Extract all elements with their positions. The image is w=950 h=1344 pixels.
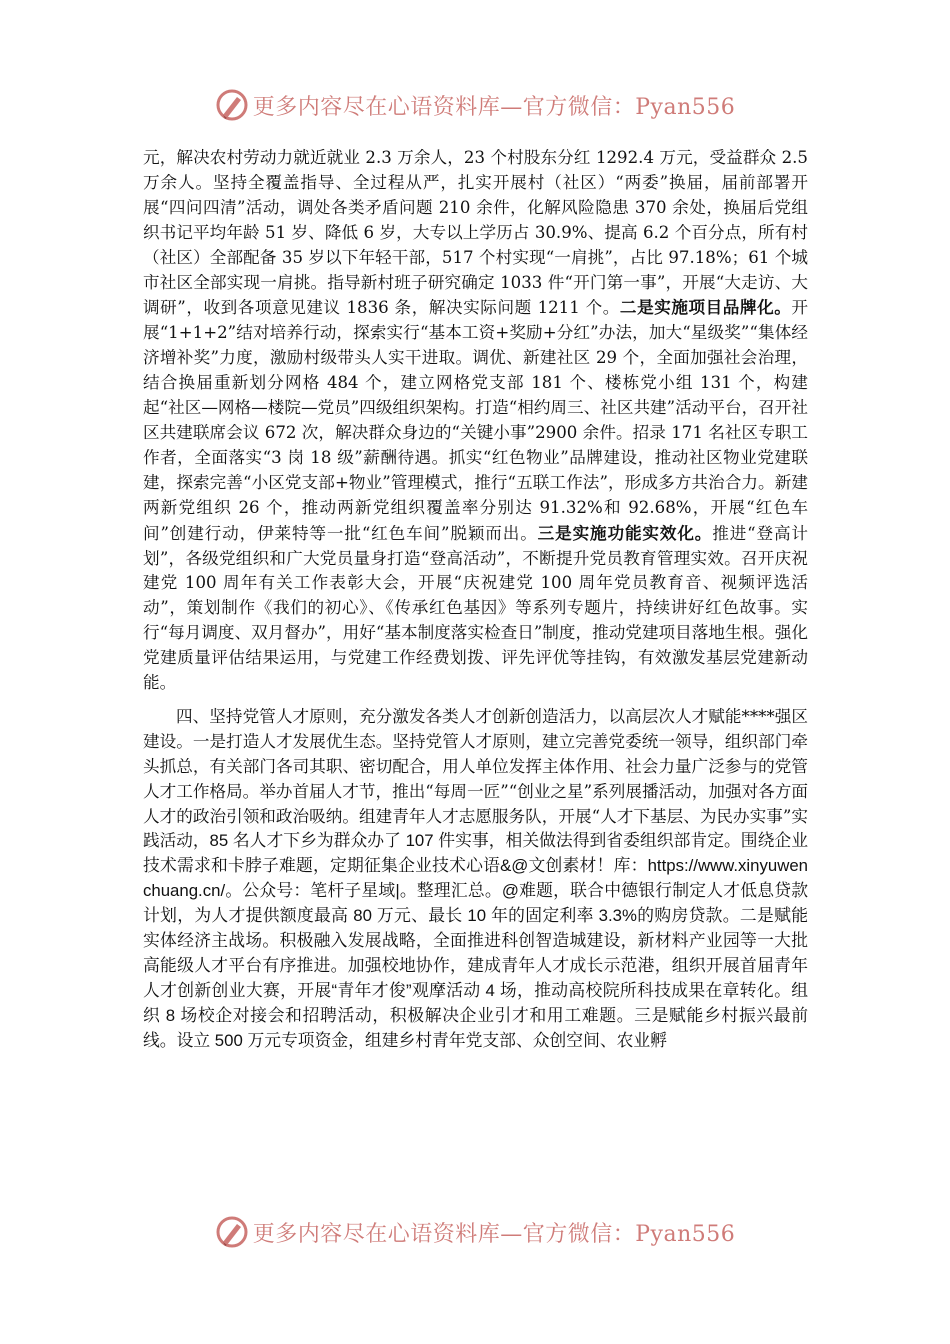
paragraph-text-sans: 85 名人才下乡为群众办了 107 件实事，相关做法得到省委组织部肯定。围绕企业技术需求和卡脖子难题，定期征集企业技术心语&@文创素材！库：https://www.xinyuwenchuang.cn/。公众号：笔杆子星域|。整理汇总。@难题，联合中德银行制定人才低息贷款计划，为人才提供额度最高 80 万元、最长 10 年的固定利率 3.3%的购房贷款。二是赋能实体经济主战场。积极融入发展战略，全面推进科创智造城建设，新材料产业园等一大批高能级人才平台有序推进。加强校地协作，建成青年人才成长示范港，组织开展首届青年人才创新创业大赛，开展“青年才俊”观摩活动 4 场，推动高校院所科技成果在章转化。组织 8 场校企对接会和招聘活动，积极解决企业引才和用工难题。三是赋能乡村振兴最前线。设立 500 万元专项资金，组建乡村青年党支部、众创空间、农业孵	[143, 831, 809, 1050]
pen-logo-icon	[215, 1215, 249, 1249]
body-paragraph	[143, 705, 808, 1054]
paragraph-text: 推进“登高计划”，各级党组织和广大党员量身打造“登高活动”，不断提升党员教育管理实效。召开庆祝建党 100 周年有关工作表彰大会，开展“庆祝建党 100 周年党员教育音、视频评选活动”，策划制作《我们的初心》、《传承红色基因》等系列专题片，持续讲好红色故事。实行“每月调度、双月督办”，用好“基本制度落实检查日”制度，推动党建项目落地生根。强化党建质量评估结果运用，与党建工作经费划拨、评先评优等挂钩，有效激发基层党建新动能。	[143, 523, 809, 693]
paragraph-text: 元，解决农村劳动力就近就业 2.3 万余人，23 个村股东分红 1292.4 万元，受益群众 2.5 万余人。坚持全覆盖指导、全过程从严，扎实开展村（社区）“两委”换届，届前部署开展“四问四清”活动，调处各类矛盾问题 210 余件，化解风险隐患 370 余处，换届后党组织书记平均年龄 51 岁、降低 6 岁，大专以上学历占 30.9%、提高 6.2 个百分点，所有村（社区）全部配备 35 岁以下年轻干部，517 个村实现“一肩挑”，占比 97.18%；61 个城市社区全部实现一肩挑。指导新村班子研究确定 1033 件“开门第一事”，开展“大走访、大调研”，收到各项意见建议 1836 条，解决实际问题 1211 个。	[143, 148, 808, 318]
paragraph-text: 开展“1+1+2”结对培养行动，探索实行“基本工资+奖励+分红”办法，加大“星级奖”“集体经济增补奖”力度，激励村级带头人实干进取。调优、新建社区 29 个，全面加强社会治理，结合换届重新划分网格 484 个，建立网格党支部 181 个、楼栋党小组 131 个，构建起“社区—网格—楼院—党员”四级组织架构。打造“相约周三、社区共建”活动平台，召开社区共建联席会议 672 次，解决群众身边的“关键小事”2900 余件。招录 171 名社区专职工作者，全面落实“3 岗 18 级”薪酬待遇。抓实“红色物业”品牌建设，推动社区物业党建联建，探索完善“小区党支部+物业”管理模式，推行“五联工作法”，形成多方共治合力。新建两新党组织 26 个，推动两新党组织覆盖率分别达 91.32%和 92.68%，开展“红色车间”创建行动，伊莱特等一批“红色车间”脱颖而出。	[143, 298, 808, 543]
watermark-text: 更多内容尽在心语资料库—官方微信：Pyan556	[252, 1221, 736, 1247]
bold-subheading: 二是实施项目品牌化。	[619, 297, 792, 318]
pen-logo-icon	[215, 88, 249, 122]
paragraph-text: 四、坚持党管人才原则，充分激发各类人才创新创造活力，以高层次人才赋能****强区建设。一是打造人才发展优生态。坚持党管人才原则，建立完善党委统一领导，组织部门牵头抓总，有关部门各司其职、密切配合，用人单位发挥主体作用、社会力量广泛参与的党管人才工作格局。举办首届人才节，推出“每周一匠”“创业之星”系列展播活动，加强对各方面人才的政治引领和政治吸纳。组建青年人才志愿服务队，开展“人才下基层、为民办实事”实践活动，	[143, 706, 808, 851]
watermark-text: 更多内容尽在心语资料库—官方微信：Pyan556	[252, 94, 736, 120]
document-body	[143, 146, 808, 1054]
watermark-banner-bottom	[0, 1212, 950, 1252]
bold-subheading: 三是实施功能实效化。	[537, 522, 713, 543]
body-paragraph	[143, 146, 808, 696]
watermark-banner-top	[0, 85, 950, 125]
